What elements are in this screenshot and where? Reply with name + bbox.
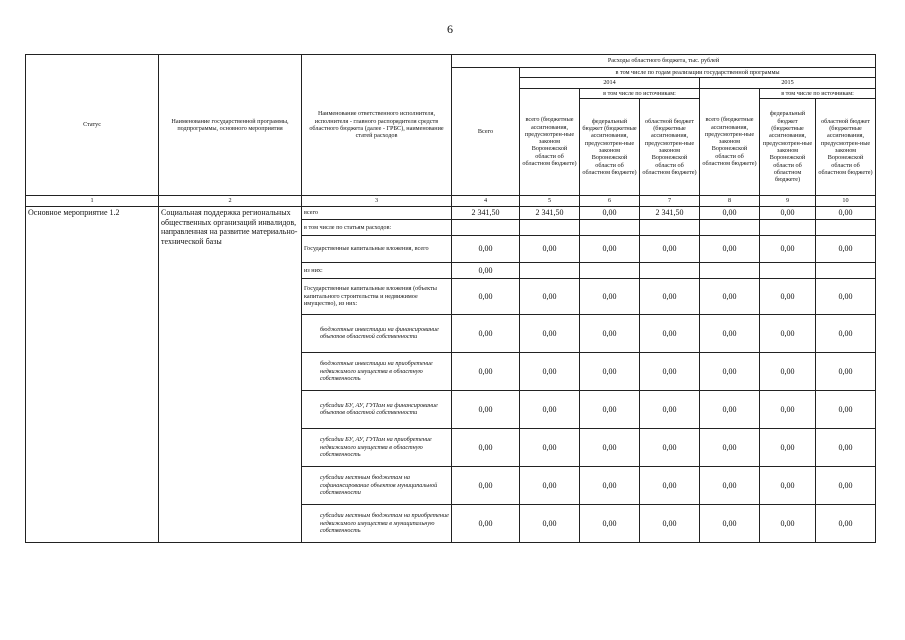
row-label: Государственные капитальные вложения, всего bbox=[302, 235, 452, 262]
cell-value: 0,00 bbox=[452, 390, 520, 428]
cell-value: 0,00 bbox=[580, 206, 640, 219]
cell-value: 0,00 bbox=[452, 504, 520, 542]
cell-value bbox=[520, 219, 580, 235]
row-label: в том числе по статьям расходов: bbox=[302, 219, 452, 235]
col-number: 10 bbox=[816, 195, 876, 206]
measure-name: Социальная поддержка региональных общественных организаций инвалидов, направленная на развитие материально-технической базы bbox=[159, 206, 302, 542]
cell-value: 0,00 bbox=[640, 278, 700, 314]
row-label: бюджетные инвестиции на финансирование объектов областной собственности bbox=[302, 314, 452, 352]
header-by-sources-2015: в том числе по источникам: bbox=[760, 88, 876, 98]
row-label: бюджетные инвестиции на приобретение недвижимого имущества в областную собственность bbox=[302, 352, 452, 390]
cell-value: 2 341,50 bbox=[520, 206, 580, 219]
cell-value: 0,00 bbox=[816, 235, 876, 262]
cell-value: 0,00 bbox=[640, 466, 700, 504]
cell-value: 0,00 bbox=[452, 352, 520, 390]
col-number: 3 bbox=[302, 195, 452, 206]
header-year-2015: 2015 bbox=[700, 78, 876, 88]
cell-value: 0,00 bbox=[760, 504, 816, 542]
cell-value: 0,00 bbox=[760, 235, 816, 262]
col-number: 6 bbox=[580, 195, 640, 206]
header-regional-2014: областной бюджет (бюджетные ассигнования, предусмотрен-ные законом Воронежской области об областном бюджете) bbox=[640, 98, 700, 195]
header-federal-2014: федеральный бюджет (бюджетные ассигнования, предусмотрен-ные законом Воронежской области об областном бюджете) bbox=[580, 98, 640, 195]
cell-value bbox=[816, 219, 876, 235]
cell-value: 0,00 bbox=[700, 504, 760, 542]
table-row bbox=[26, 206, 876, 219]
cell-value: 0,00 bbox=[580, 314, 640, 352]
header-expenses: Расходы областного бюджета, тыс. рублей bbox=[452, 55, 876, 68]
cell-value: 0,00 bbox=[520, 504, 580, 542]
cell-value: 0,00 bbox=[520, 314, 580, 352]
header-federal-2015: федеральный бюджет (бюджетные ассигнования, предусмотрен-ные законом Воронежской области об областном бюджете) bbox=[760, 98, 816, 195]
row-label: субсидии местным бюджетам на софинансирование объектов муниципальной собственности bbox=[302, 466, 452, 504]
cell-value: 0,00 bbox=[580, 352, 640, 390]
cell-value: 0,00 bbox=[640, 504, 700, 542]
header-total-budget-2014: всего (бюджетные ассигнования, предусмотрен-ные законом Воронежской области об областном бюджете) bbox=[520, 88, 580, 195]
cell-value: 0,00 bbox=[700, 466, 760, 504]
col-number: 7 bbox=[640, 195, 700, 206]
cell-value: 0,00 bbox=[760, 314, 816, 352]
cell-value: 0,00 bbox=[520, 278, 580, 314]
cell-value: 0,00 bbox=[816, 466, 876, 504]
cell-value: 0,00 bbox=[520, 466, 580, 504]
cell-value: 0,00 bbox=[700, 390, 760, 428]
cell-value: 0,00 bbox=[580, 428, 640, 466]
cell-value: 0,00 bbox=[452, 314, 520, 352]
cell-value: 0,00 bbox=[700, 278, 760, 314]
cell-value bbox=[520, 262, 580, 278]
cell-value: 0,00 bbox=[816, 504, 876, 542]
cell-value: 0,00 bbox=[700, 206, 760, 219]
row-label: всего bbox=[302, 206, 452, 219]
cell-value bbox=[580, 219, 640, 235]
col-number: 4 bbox=[452, 195, 520, 206]
cell-value: 0,00 bbox=[760, 206, 816, 219]
cell-value: 0,00 bbox=[640, 352, 700, 390]
cell-value: 0,00 bbox=[580, 466, 640, 504]
header-by-sources-2014: в том числе по источникам: bbox=[580, 88, 700, 98]
header-total-budget-2015: всего (бюджетные ассигнования, предусмотрен-ные законом Воронежской области об областном бюджете) bbox=[700, 88, 760, 195]
cell-value: 0,00 bbox=[816, 314, 876, 352]
col-number: 2 bbox=[159, 195, 302, 206]
header-executor: Наименование ответственного исполнителя, исполнителя - главного распорядителя средств областного бюджета (далее - ГРБС), наименование статей расходов bbox=[302, 55, 452, 196]
cell-value: 0,00 bbox=[520, 352, 580, 390]
cell-value: 0,00 bbox=[760, 278, 816, 314]
cell-value: 0,00 bbox=[640, 235, 700, 262]
cell-value: 0,00 bbox=[452, 262, 520, 278]
cell-value: 0,00 bbox=[816, 278, 876, 314]
cell-value: 0,00 bbox=[700, 314, 760, 352]
cell-value: 0,00 bbox=[580, 235, 640, 262]
cell-value bbox=[760, 219, 816, 235]
cell-value: 0,00 bbox=[816, 206, 876, 219]
cell-value: 0,00 bbox=[520, 428, 580, 466]
cell-value: 0,00 bbox=[760, 352, 816, 390]
cell-value bbox=[760, 262, 816, 278]
page-number: 6 bbox=[447, 22, 453, 36]
cell-value: 0,00 bbox=[520, 235, 580, 262]
col-number: 1 bbox=[26, 195, 159, 206]
cell-value: 2 341,50 bbox=[452, 206, 520, 219]
cell-value bbox=[640, 262, 700, 278]
cell-value: 0,00 bbox=[452, 278, 520, 314]
cell-value: 0,00 bbox=[640, 428, 700, 466]
col-number: 8 bbox=[700, 195, 760, 206]
cell-value: 2 341,50 bbox=[640, 206, 700, 219]
row-label: субсидии БУ, АУ, ГУПам на приобретение недвижимого имущества в областную собственность bbox=[302, 428, 452, 466]
header-status: Статус bbox=[26, 55, 159, 196]
cell-value: 0,00 bbox=[452, 466, 520, 504]
header-regional-2015: областной бюджет (бюджетные ассигнования, предусмотрен-ные законом Воронежской области об областном бюджете) bbox=[816, 98, 876, 195]
cell-value: 0,00 bbox=[520, 390, 580, 428]
cell-value bbox=[452, 219, 520, 235]
cell-value bbox=[700, 219, 760, 235]
cell-value: 0,00 bbox=[760, 428, 816, 466]
header-program-name: Наименование государственной программы, подпрограммы, основного мероприятия bbox=[159, 55, 302, 196]
header-total: Всего bbox=[452, 68, 520, 196]
cell-value: 0,00 bbox=[640, 390, 700, 428]
cell-value: 0,00 bbox=[760, 390, 816, 428]
row-label: субсидии БУ, АУ, ГУПам на финансирование объектов областной собственности bbox=[302, 390, 452, 428]
col-number: 9 bbox=[760, 195, 816, 206]
cell-value: 0,00 bbox=[760, 466, 816, 504]
row-label: Государственные капитальные вложения (объекты капитального строительства и недвижимое имущество), из них: bbox=[302, 278, 452, 314]
cell-value: 0,00 bbox=[452, 428, 520, 466]
cell-value bbox=[700, 262, 760, 278]
cell-value: 0,00 bbox=[700, 235, 760, 262]
cell-value: 0,00 bbox=[640, 314, 700, 352]
cell-value: 0,00 bbox=[580, 278, 640, 314]
row-label: из них: bbox=[302, 262, 452, 278]
cell-value: 0,00 bbox=[700, 428, 760, 466]
cell-value: 0,00 bbox=[816, 390, 876, 428]
cell-value: 0,00 bbox=[580, 504, 640, 542]
cell-value: 0,00 bbox=[452, 235, 520, 262]
cell-value: 0,00 bbox=[816, 352, 876, 390]
header-year-2014: 2014 bbox=[520, 78, 700, 88]
status-value: Основное мероприятие 1.2 bbox=[26, 206, 159, 542]
col-number: 5 bbox=[520, 195, 580, 206]
cell-value bbox=[580, 262, 640, 278]
budget-table bbox=[25, 54, 876, 543]
cell-value bbox=[816, 262, 876, 278]
cell-value: 0,00 bbox=[816, 428, 876, 466]
cell-value: 0,00 bbox=[580, 390, 640, 428]
row-label: субсидии местным бюджетам на приобретение недвижимого имущества в муниципальную собственность bbox=[302, 504, 452, 542]
cell-value: 0,00 bbox=[700, 352, 760, 390]
header-by-years: в том числе по годам реализации государственной программы bbox=[520, 68, 876, 78]
column-numbers-row bbox=[26, 195, 876, 206]
cell-value bbox=[640, 219, 700, 235]
